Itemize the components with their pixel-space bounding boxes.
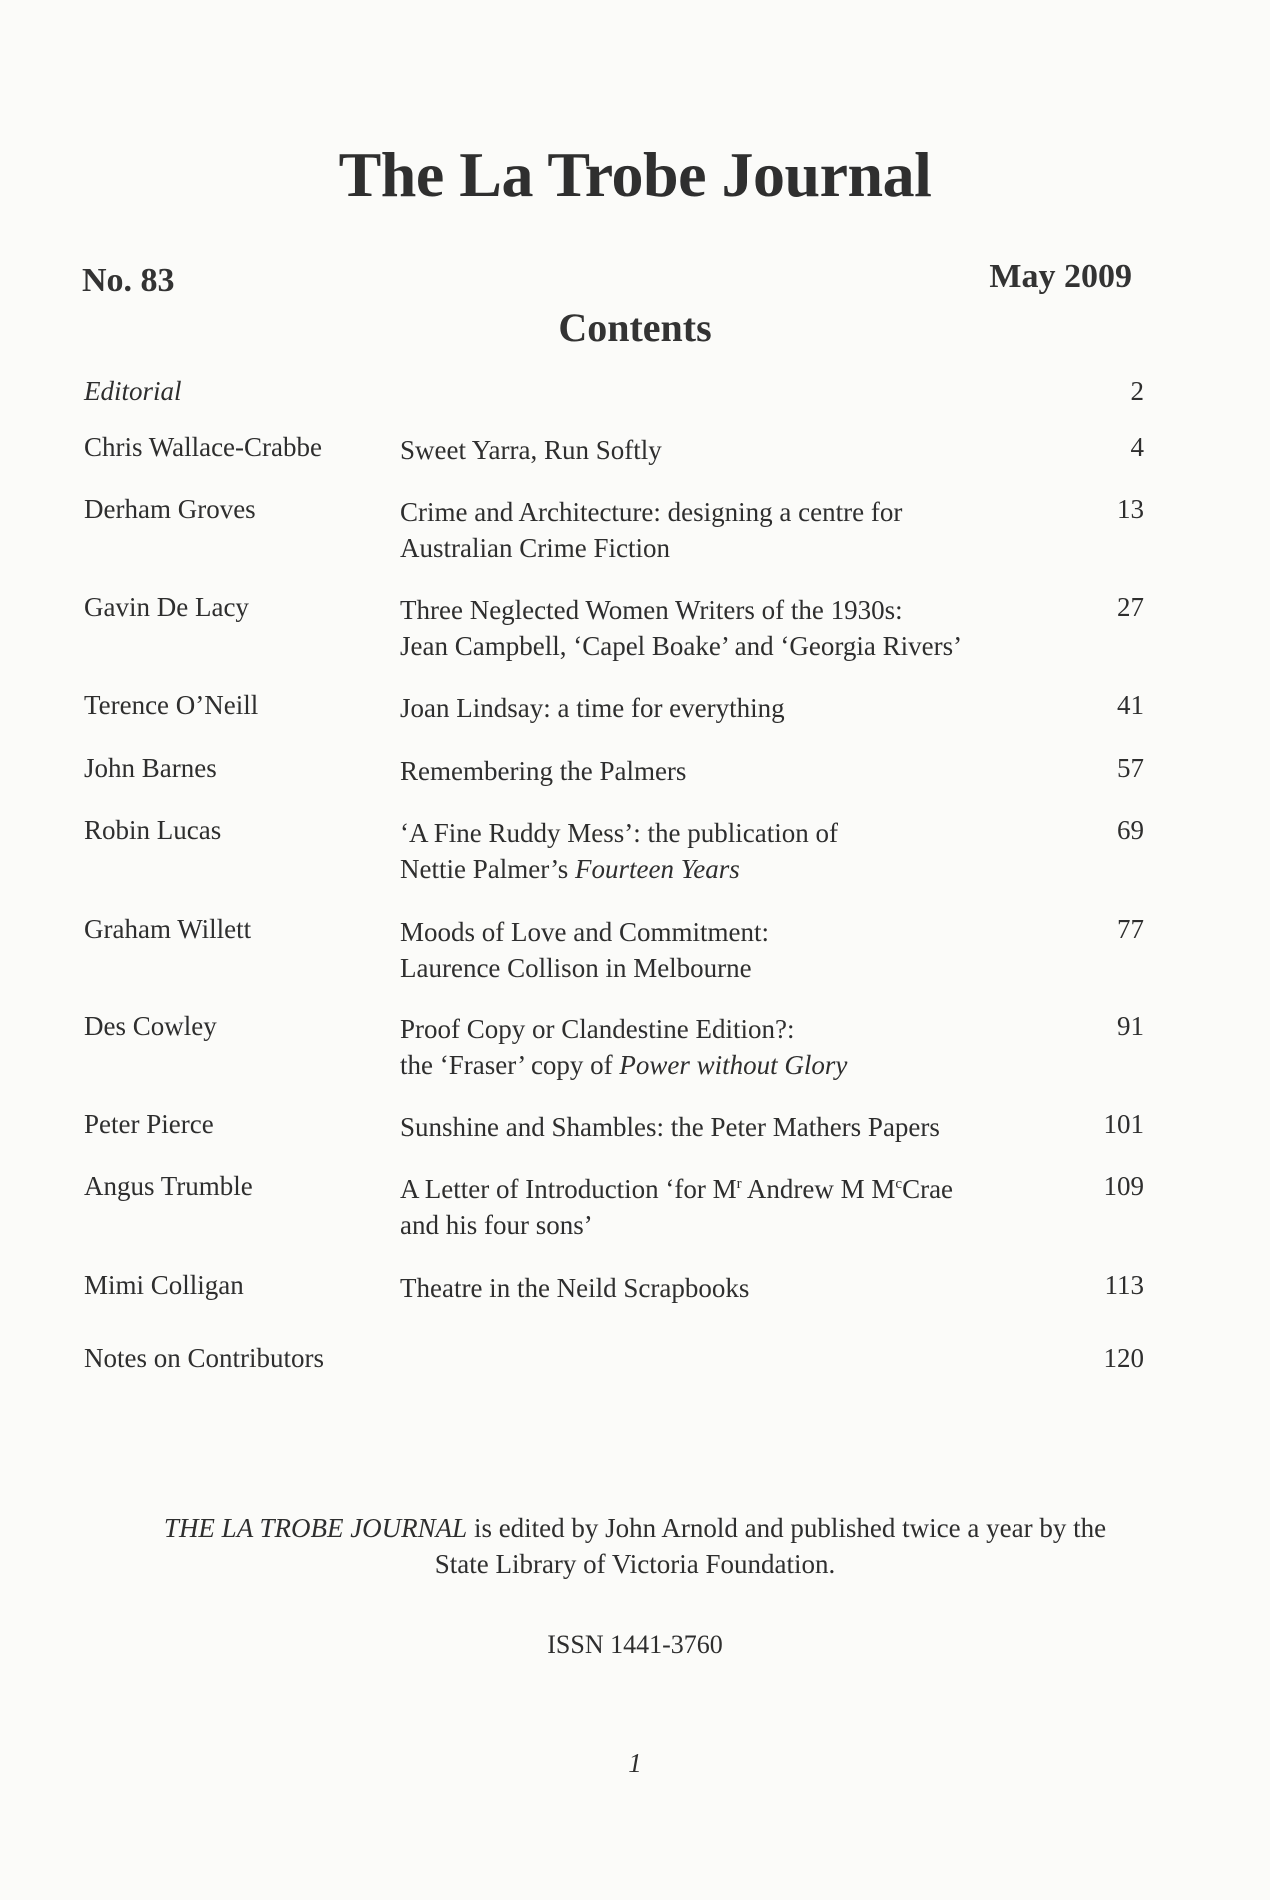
- toc-title-line: Moods of Love and Commitment:: [400, 917, 769, 947]
- toc-title-line: Three Neglected Women Writers of the 1930s:: [400, 595, 903, 625]
- toc-title-line: Crime and Architecture: designing a centre for: [400, 497, 903, 527]
- toc-title-text: Nettie Palmer’s: [400, 854, 575, 884]
- toc-title: [400, 753, 1040, 789]
- toc-title: [400, 815, 1040, 887]
- toc-title-text: the ‘Fraser’ copy of: [400, 1050, 620, 1080]
- toc-title: [400, 592, 1040, 664]
- toc-author: Robin Lucas: [84, 815, 222, 845]
- toc-page: 27: [1117, 592, 1144, 622]
- toc-title-text: Crae: [902, 1174, 954, 1204]
- toc-title-line: Laurence Collison in Melbourne: [400, 953, 752, 983]
- contents-heading: Contents: [558, 305, 712, 350]
- toc-title-line: Australian Crime Fiction: [400, 533, 670, 563]
- toc-author: Gavin De Lacy: [84, 592, 249, 622]
- toc-author: Angus Trumble: [84, 1171, 253, 1201]
- toc-page: 101: [1103, 1109, 1144, 1139]
- toc-author: Peter Pierce: [84, 1109, 214, 1139]
- toc-title-italic: Power without Glory: [619, 1050, 848, 1080]
- toc-title-line: [400, 851, 1040, 887]
- toc-title-line: and his four sons’: [400, 1210, 593, 1240]
- toc-title-line: ‘A Fine Ruddy Mess’: the publication of: [400, 818, 838, 848]
- publication-note-text: is edited by John Arnold and published twice a year by the: [467, 1513, 1107, 1543]
- toc-title-line: Joan Lindsay: a time for everything: [400, 693, 785, 723]
- publication-note-line: State Library of Victoria Foundation.: [434, 1549, 836, 1579]
- editorial-page: 2: [1130, 376, 1144, 406]
- toc-title-line: Theatre in the Neild Scrapbooks: [400, 1273, 750, 1303]
- toc-title: [400, 1171, 1040, 1243]
- toc-page: 91: [1117, 1011, 1144, 1041]
- editorial-label: Editorial: [84, 376, 182, 406]
- toc-page: 41: [1117, 690, 1144, 720]
- toc-page: 69: [1117, 815, 1144, 845]
- toc-title-text: A Letter of Introduction ‘for M: [400, 1174, 737, 1204]
- journal-title: The La Trobe Journal: [338, 139, 932, 210]
- toc-author: Terence O’Neill: [84, 690, 259, 720]
- toc-title: [400, 1109, 1040, 1145]
- toc-title: [400, 914, 1040, 986]
- issn: ISSN 1441-3760: [547, 1630, 723, 1659]
- toc-title: [400, 1011, 1040, 1083]
- toc-author: Des Cowley: [84, 1011, 217, 1041]
- journal-name: THE LA TROBE JOURNAL: [163, 1513, 468, 1543]
- issue-date: May 2009: [989, 258, 1132, 295]
- toc-author: Graham Willett: [84, 914, 252, 944]
- notes-page: 120: [1103, 1343, 1144, 1373]
- toc-title: [400, 690, 1040, 726]
- toc-page: 4: [1130, 432, 1144, 462]
- notes-label: Notes on Contributors: [84, 1343, 324, 1373]
- toc-title-line: Proof Copy or Clandestine Edition?:: [400, 1014, 795, 1044]
- toc-title-line: Remembering the Palmers: [400, 756, 687, 786]
- superscript: c: [895, 1176, 903, 1192]
- toc-title-italic: Fourteen Years: [574, 854, 740, 884]
- superscript: r: [736, 1176, 742, 1192]
- toc-page: 109: [1103, 1171, 1144, 1201]
- toc-page: 113: [1104, 1270, 1144, 1300]
- toc-title: [400, 494, 1040, 566]
- toc-author: Mimi Colligan: [84, 1270, 244, 1300]
- issue-number: No. 83: [82, 262, 175, 299]
- toc-page: 57: [1117, 753, 1144, 783]
- toc-title-line: [400, 1171, 1040, 1207]
- toc-title-line: [400, 1047, 1040, 1083]
- toc-title-text: Andrew M M: [741, 1174, 896, 1204]
- toc-title: [400, 432, 1040, 468]
- toc-author: John Barnes: [84, 753, 217, 783]
- publication-note-line: [90, 1510, 1180, 1546]
- publication-note: [90, 1510, 1180, 1582]
- toc-page: 77: [1117, 914, 1144, 944]
- toc-title-line: Jean Campbell, ‘Capel Boake’ and ‘Georgia Rivers’: [400, 631, 963, 661]
- page-number: 1: [628, 1748, 642, 1778]
- toc-page: 13: [1117, 494, 1144, 524]
- toc-title-line: Sunshine and Shambles: the Peter Mathers Papers: [400, 1112, 940, 1142]
- toc-author: Chris Wallace-Crabbe: [84, 432, 322, 462]
- toc-title-line: Sweet Yarra, Run Softly: [400, 435, 662, 465]
- toc-author: Derham Groves: [84, 494, 256, 524]
- toc-title: [400, 1270, 1040, 1306]
